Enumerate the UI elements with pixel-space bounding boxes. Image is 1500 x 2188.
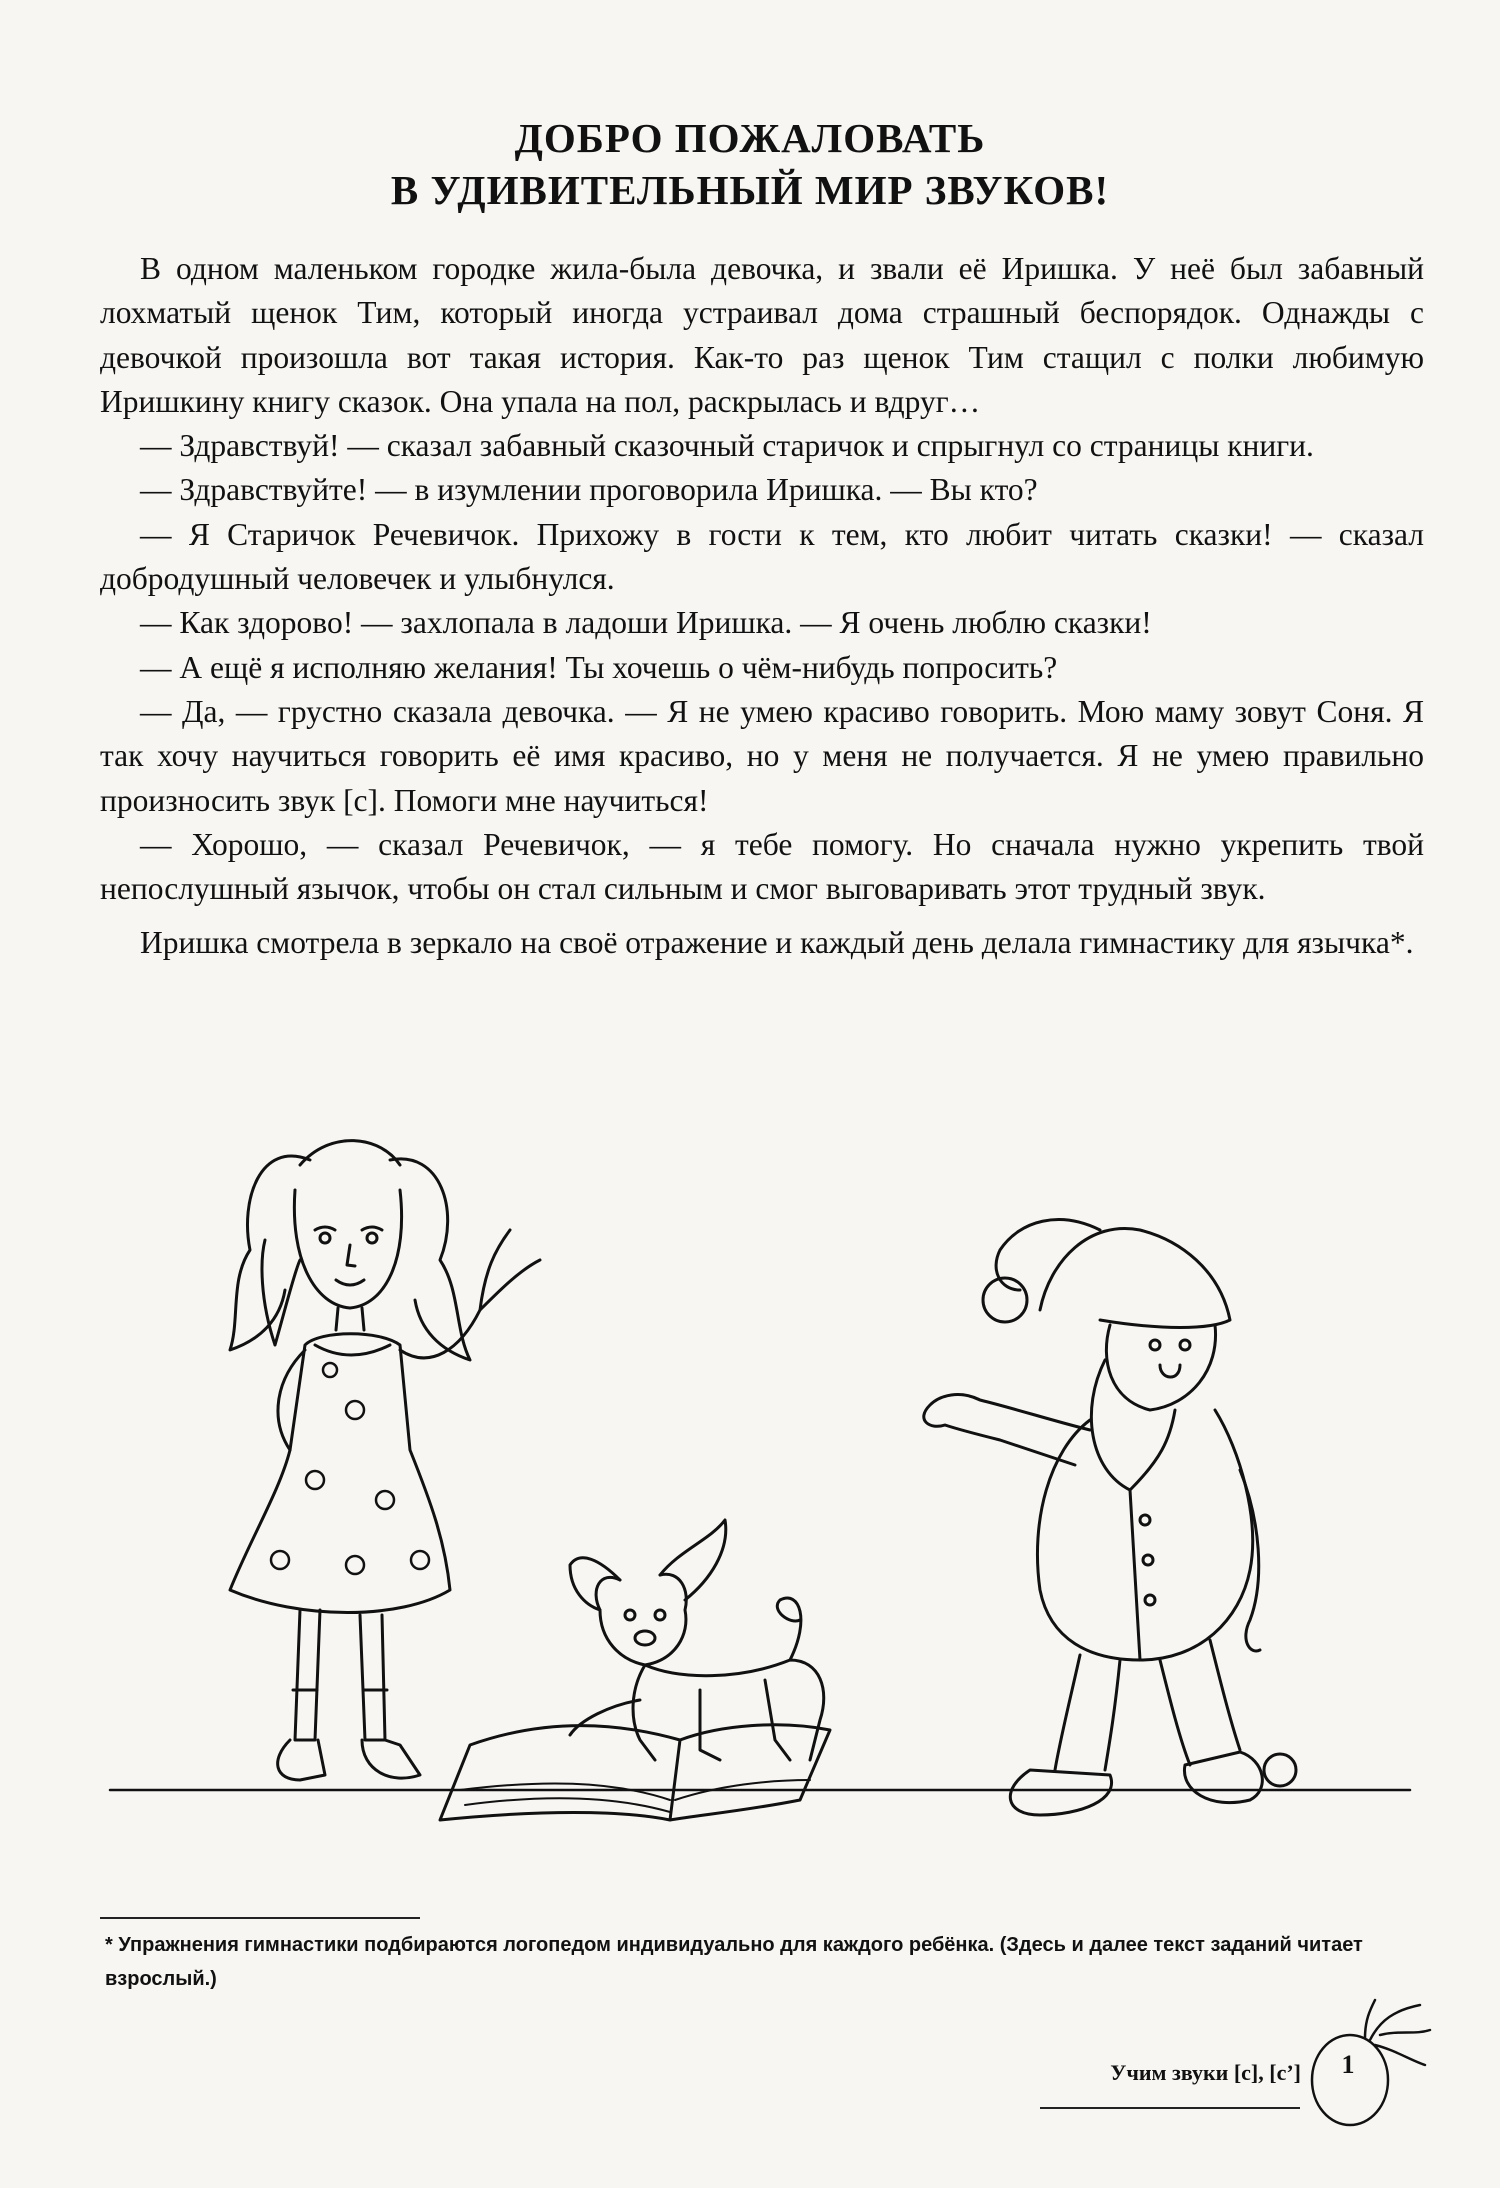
story-paragraph: — Хорошо, — сказал Речевичок, — я тебе помогу. Но сначала нужно укрепить твой непослушный язычок, чтобы он стал сильным и смог выговаривать этот трудный звук. (100, 826, 1424, 907)
story-paragraph: — Да, — грустно сказала девочка. — Я не умею красиво говорить. Мою маму зовут Соня. Я так хочу научиться говорить её имя красиво, но у меня не получается. Я не умею правильно произносить звук [с]. Помоги мне научиться! (100, 693, 1424, 818)
gnome-figure-icon (924, 1220, 1296, 1815)
title-line-2: В УДИВИТЕЛЬНЫЙ МИР ЗВУКОВ! (390, 167, 1110, 213)
page-number: 1 (1341, 2050, 1355, 2079)
story-paragraph: В одном маленьком городке жила-была девочка, и звали её Иришка. У неё был забавный лохматый щенок Тим, который иногда устраивал дома страшный беспорядок. Однажды с девочкой произошла вот такая история. Как-то раз щенок Тим стащил с полки любимую Иришкину книгу сказок. Она упала на пол, раскрылась и вдруг… (100, 251, 1424, 419)
page-title (100, 112, 1400, 216)
open-book-icon (440, 1725, 830, 1820)
story-paragraph: — Здравствуйте! — в изумлении проговорила Иришка. — Вы кто? (140, 472, 1038, 508)
story-paragraph: Иришка смотрела в зеркало на своё отражение и каждый день делала гимнастику для язычка*. (140, 925, 1414, 961)
girl-figure-icon (230, 1141, 540, 1780)
title-line-1: ДОБРО ПОЖАЛОВАТЬ (514, 115, 986, 161)
footnote-divider (100, 1917, 420, 1919)
story-illustration (100, 1120, 1420, 1890)
story-paragraph: — А ещё я исполняю желания! Ты хочешь о чём-нибудь попросить? (140, 649, 1058, 685)
footer-divider (1040, 2107, 1300, 2109)
footnote: * Упражнения гимнастики подбираются логопедом индивидуально для каждого ребёнка. (Здесь и далее текст заданий читает взрослый.) (105, 1934, 1363, 1990)
story-paragraph: — Здравствуй! — сказал забавный сказочный старичок и спрыгнул со страницы книги. (140, 428, 1314, 464)
section-label: Учим звуки [с], [с’] (1110, 2060, 1301, 2085)
story-text (100, 247, 1424, 966)
story-paragraph: — Как здорово! — захлопала в ладоши Иришка. — Я очень люблю сказки! (140, 605, 1152, 641)
story-paragraph: — Я Старичок Речевичок. Прихожу в гости к тем, кто любит читать сказки! — сказал добродушный человечек и улыбнулся. (100, 516, 1424, 597)
